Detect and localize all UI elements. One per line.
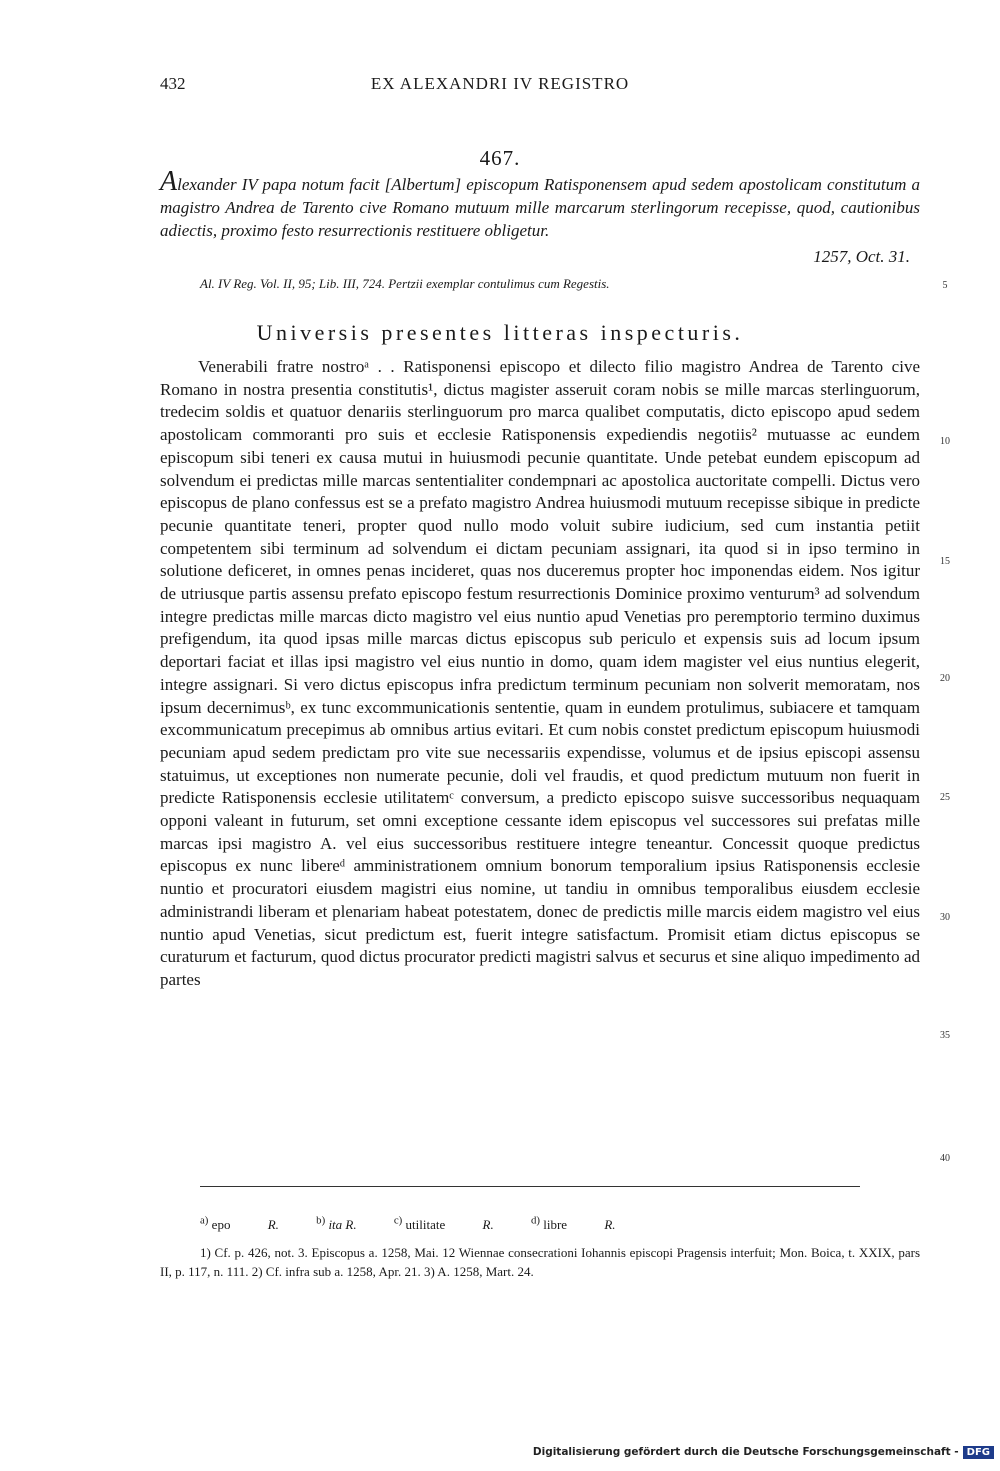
dfg-banner (533, 1441, 994, 1463)
body-paragraph: Venerabili fratre nostroᵃ . . Ratisponensi episcopo et dilecto filio magistro Andrea de Tarento cive Romano in nostra presentia constitutis¹, dictus magister asseruit coram nobis se mille marcas sterlinguorum, tredecim soldis et quatuor denariis sterlinguorum pro marca qualibet computatis, dicto episcopo apud sedem apostolicam commoranti pro suis et ecclesie Ratisponensis expediendis negotiis² mutuasse ac eundem episcopum sibi teneri ex causa mutui in huiusmodi pecunie quantitate. Unde petebat eundem episcopum ad solvendum ei predictas mille marcas sententialiter condempnari ac apostolica auctoritate compelli. Dictus vero episcopus de plano confessus est se a prefato magistro Andrea huiusmodi mutuum recepisse sibique in predicte pecunie quantitate teneri, propter quod nullo modo voluit subire iudicium, sed cum instantia petiit competentem sibi terminum ad solvendum ei dictam pecuniam assignari, ita quod si in ipso termino in solutione deficeret, in omnes penas incideret, quas nos duceremus propter hoc imponendas eidem. Nos igitur de utriusque partis assensu prefato episcopo festum resurrectionis Dominice proximo venturum³ ad solvendum integre predictas mille marcas dicto magistro vel eius nuntio apud Venetias pro peremptorio termino duximus prefigendum, ita quod ipsas mille marcas dictus episcopus sub periculo et expensis suis ad locum ipsum deportari faciat et illas ipsi magistro vel eius nuntio in domo, quam idem magister vel eius nuntius elegerit, integre assignari. Si vero dictus episcopus infra predictum terminum pecuniam non solverit memoratam, nos ipsum decernimusᵇ, ex tunc excommunicationis sententie, quam in eundem protulimus, subiacere et tamquam excommunicatum precepimus ab omnibus artius evitari. Et cum nobis constet predictum episcopum huiusmodi pecuniam apud sedem predictam pro vite sue necessariis expendisse, volumus et de ipsius episcopi assensu statuimus, ut exceptiones non numerate pecunie, doli vel fraudis, et quod predictum mutuum non fuerit in predicte Ratisponensis ecclesie utilitatemᶜ conversum, a predicto episcopo suisve successoribus nequaquam opponi valeant in futurum, set omni exceptione cessante idem episcopus vel successores sui prefatas mille marcas ipsi magistro A. vel eius successoribus restituere integre teneantur. Concessit quoque predictus episcopus ex nunc libereᵈ amministrationem omnium bonorum temporalium ipsius Ratisponensis ecclesie nuntio et procuratori eiusdem magistri eius nomine, ut tandiu in omnibus temporalibus eiusdem ecclesie administrandi liberam et plenariam habeat potestatem, donec de predictis mille marcis eidem magistro vel eius nuntio apud Venetias, sicut predictum est, fuerit integre satisfactum. Promisit etiam dictus episcopus se curaturum et facturum, quod dictus procurator predicti magistri salvus et securus et sine aliquo impedimento ad partes (160, 357, 920, 989)
source-reference: Al. IV Reg. Vol. II, 95; Lib. III, 724. Pertzii exemplar contulimus cum Regestis. (200, 276, 610, 291)
variant-note: $^{a)}$ epo R. (200, 1215, 279, 1233)
variant-note: $^{c)}$ utilitate R. (393, 1215, 494, 1233)
page-number: 432 (160, 74, 186, 93)
line-number: 20 (940, 673, 950, 684)
document-number: 467. (479, 146, 521, 170)
line-number: 10 (940, 436, 950, 447)
salutation: Universis presentes litteras inspecturis. (256, 320, 744, 345)
dfg-banner-text: Digitalisierung gefördert durch die Deutsche Forschungsgemeinschaft - (532, 1446, 959, 1458)
footnote-divider (200, 1186, 860, 1187)
summary-text: lexander IV papa notum facit [Albertum] episcopum Ratisponensem apud sedem apostolicam constitutum a magistro Andrea de Tarento cive Romano mutuum mille marcarum sterlingorum recepisse, quod, cautionibus adiectis, proximo festo resurrectionis restituere obligetur. (160, 175, 920, 240)
line-number: 15 (940, 556, 950, 567)
page-header (0, 74, 1000, 104)
document-summary (160, 166, 920, 242)
dfg-logo-icon: DFG (963, 1446, 994, 1459)
footnote-text: 1) Cf. p. 426, not. 3. Episcopus a. 1258, Mai. 12 Wiennae consecrationi Iohannis episcopi Pragensis interfuit; Mon. Boica, t. XXIX, pars II, p. 117, n. 111. 2) Cf. infra sub a. 1258, Apr. 21. 3) A. 1258, Mart. 24. (160, 1245, 920, 1279)
line-number: 25 (940, 792, 950, 803)
variant-note: $^{b)}$ ita R. (316, 1215, 357, 1233)
line-number: 30 (940, 912, 950, 923)
variant-note: $^{d)}$ libre R. (530, 1215, 616, 1233)
footnotes (160, 1243, 920, 1281)
document-date: 1257, Oct. 31. (813, 247, 910, 266)
line-number: 40 (940, 1153, 950, 1164)
document-body (160, 356, 920, 992)
summary-dropcap: A (160, 166, 178, 197)
line-number: 5 (942, 280, 948, 291)
line-number: 35 (940, 1030, 950, 1041)
running-head: EX ALEXANDRI IV REGISTRO (370, 74, 630, 93)
variant-notes (200, 1215, 650, 1233)
